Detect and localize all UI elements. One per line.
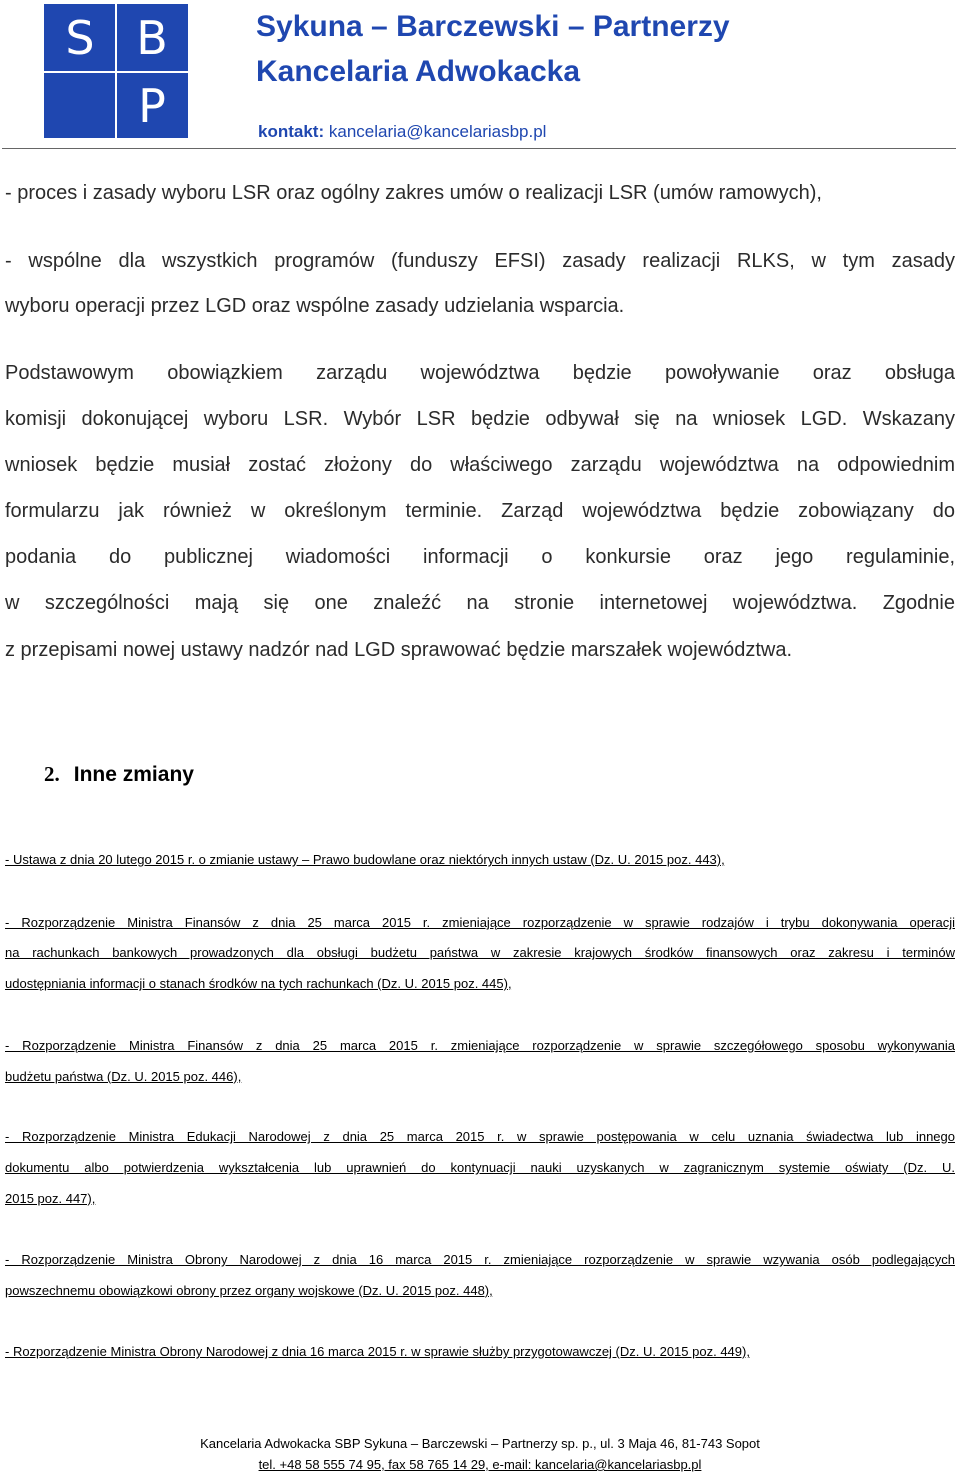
legislation-line: powszechnemu obowiązkowi obrony przez organy wojskowe (Dz. U. 2015 poz. 448), [5, 1283, 493, 1298]
legislation-line: - Rozporządzenie Ministra Obrony Narodowej z dnia 16 marca 2015 r. zmieniające rozporządzenie w sprawie wzywania osób podlegających [5, 1252, 955, 1267]
legislation-line: - Ustawa z dnia 20 lutego 2015 r. o zmianie ustawy – Prawo budowlane oraz niektórych innych ustaw (Dz. U. 2015 poz. 443), [5, 852, 725, 867]
legislation-line: - Rozporządzenie Ministra Obrony Narodowej z dnia 16 marca 2015 r. w sprawie służby przygotowawczej (Dz. U. 2015 poz. 449), [5, 1344, 750, 1359]
legislation-line: - Rozporządzenie Ministra Edukacji Narodowej z dnia 25 marca 2015 r. w sprawie postępowania w celu uznania świadectwa lub innego [5, 1129, 955, 1144]
logo-letter-b: B [136, 11, 168, 65]
body-line: Podstawowym obowiązkiem zarządu województwa będzie powoływanie oraz obsługa [5, 362, 955, 384]
body-line: komisji dokonującej wyboru LSR. Wybór LSR będzie odbywał się na wniosek LGD. Wskazany [5, 408, 955, 430]
body-line: - proces i zasady wyboru LSR oraz ogólny zakres umów o realizacji LSR (umów ramowych), [5, 182, 822, 204]
legislation-line: 2015 poz. 447), [5, 1191, 96, 1206]
body-line: wniosek będzie musiał zostać złożony do właściwego zarządu województwa na odpowiednim [5, 454, 955, 476]
header-contact [258, 122, 546, 142]
body-line: formularzu jak również w określonym terminie. Zarząd województwa będzie zobowiązany do [5, 500, 955, 522]
firm-subtitle: Kancelaria Adwokacka [256, 55, 581, 88]
legislation-line: udostępniania informacji o stanach środków na tych rachunkach (Dz. U. 2015 poz. 445), [5, 976, 512, 991]
body-line: wyboru operacji przez LGD oraz wspólne zasady udzielania wsparcia. [5, 295, 625, 317]
firm-name: Sykuna – Barczewski – Partnerzy [256, 10, 730, 43]
firm-logo [44, 4, 188, 138]
legislation-line: na rachunkach bankowych prowadzonych dla obsługi budżetu państwa w zakresie krajowych środków finansowych oraz zakresu i terminów [5, 945, 955, 960]
section-title: Inne zmiany [73, 763, 194, 786]
footer-address: Kancelaria Adwokacka SBP Sykuna – Barczewski – Partnerzy sp. p., ul. 3 Maja 46, 81-743 Sopot [200, 1436, 760, 1451]
legislation-line: dokumentu albo potwierdzenia wykształcenia lub uprawnień do kontynuacji nauki uzyskanych w zagranicznym systemie oświaty (Dz. U. [5, 1160, 955, 1175]
contact-label: kontakt: [258, 122, 325, 141]
body-line: - wspólne dla wszystkich programów (funduszy EFSI) zasady realizacji RLKS, w tym zasady [5, 250, 955, 272]
body-line: podania do publicznej wiadomości informacji o konkursie oraz jego regulaminie, [5, 546, 955, 568]
logo-divider-horizontal [44, 71, 188, 73]
logo-letter-s: S [65, 11, 95, 65]
body-line: z przepisami nowej ustawy nadzór nad LGD sprawować będzie marszałek województwa. [5, 639, 793, 661]
footer-contacts[interactable]: tel. +48 58 555 74 95, fax 58 765 14 29, e-mail: kancelaria@kancelariasbp.pl [258, 1457, 702, 1472]
logo-letter-p: P [138, 79, 166, 133]
legislation-line: - Rozporządzenie Ministra Finansów z dnia 25 marca 2015 r. zmieniające rozporządzenie w sprawie rodzajów i trybu dokonywania operacji [5, 915, 955, 930]
contact-email[interactable]: kancelaria@kancelariasbp.pl [328, 122, 547, 141]
section-number: 2. [44, 762, 60, 786]
header-divider [2, 148, 956, 149]
legislation-line: budżetu państwa (Dz. U. 2015 poz. 446), [5, 1069, 242, 1084]
section-heading [44, 762, 194, 787]
body-line: w szczególności mają się one znaleźć na stronie internetowej województwa. Zgodnie [5, 592, 955, 614]
legislation-line: - Rozporządzenie Ministra Finansów z dnia 25 marca 2015 r. zmieniające rozporządzenie w sprawie szczegółowego sposobu wykonywania [5, 1038, 955, 1053]
